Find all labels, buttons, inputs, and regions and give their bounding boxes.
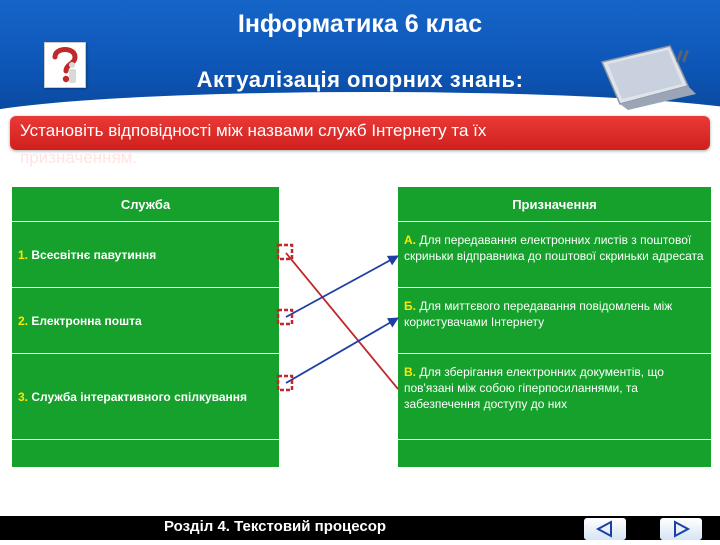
purpose-cell bbox=[398, 222, 712, 288]
footer-text: Розділ 4. Текстовий процесор bbox=[164, 518, 387, 535]
purpose-text: Для миттєвого передавання повідомлень між користувачами Інтернету bbox=[404, 299, 673, 329]
purpose-text: Для передавання електронних листів з поштової скриньки відправника до поштової скриньки адресата bbox=[404, 233, 704, 263]
column-header-purpose: Призначення bbox=[398, 187, 712, 222]
connector-cell bbox=[280, 222, 398, 288]
table-header-row bbox=[12, 187, 712, 222]
prev-arrow-icon bbox=[584, 518, 626, 540]
service-cell bbox=[12, 288, 280, 354]
section-title: Актуалізація опорних знань: bbox=[196, 67, 524, 92]
task-text-line2: призначенням. bbox=[20, 148, 138, 167]
next-slide-button[interactable] bbox=[660, 518, 702, 540]
purpose-cell bbox=[398, 354, 712, 440]
question-icon bbox=[44, 42, 86, 88]
purpose-letter: А. bbox=[404, 233, 416, 247]
connector-cell bbox=[280, 354, 398, 440]
service-name: Всесвітнє павутиння bbox=[31, 247, 157, 262]
next-arrow-icon bbox=[660, 518, 702, 540]
purpose-cell bbox=[398, 288, 712, 354]
empty-cell bbox=[398, 440, 712, 468]
prev-slide-button[interactable] bbox=[584, 518, 626, 540]
service-number: 3. bbox=[18, 389, 29, 404]
service-name: Служба інтерактивного спілкування bbox=[31, 389, 248, 404]
table-row bbox=[12, 354, 712, 440]
service-name: Електронна пошта bbox=[31, 313, 142, 328]
laptop-icon bbox=[592, 42, 702, 110]
course-title: Інформатика 6 клас bbox=[237, 10, 483, 38]
purpose-text: Для зберігання електронних документів, що пов'язані між собою гіперпосиланнями, та забезпечення доступу до них bbox=[404, 365, 664, 411]
service-cell bbox=[12, 354, 280, 440]
service-number: 1. bbox=[18, 247, 29, 262]
table-row bbox=[12, 288, 712, 354]
empty-cell bbox=[12, 440, 280, 468]
connector-column-header bbox=[280, 187, 398, 222]
column-header-service: Служба bbox=[12, 187, 280, 222]
task-text-line1: Установіть відповідності між назвами служб Інтернету та їх bbox=[20, 121, 487, 140]
empty-cell bbox=[280, 440, 398, 468]
table-empty-row bbox=[12, 440, 712, 468]
service-cell bbox=[12, 222, 280, 288]
service-number: 2. bbox=[18, 313, 29, 328]
matching-table bbox=[11, 186, 712, 468]
connector-cell bbox=[280, 288, 398, 354]
purpose-letter: Б. bbox=[404, 299, 416, 313]
table-row bbox=[12, 222, 712, 288]
purpose-letter: В. bbox=[404, 365, 416, 379]
